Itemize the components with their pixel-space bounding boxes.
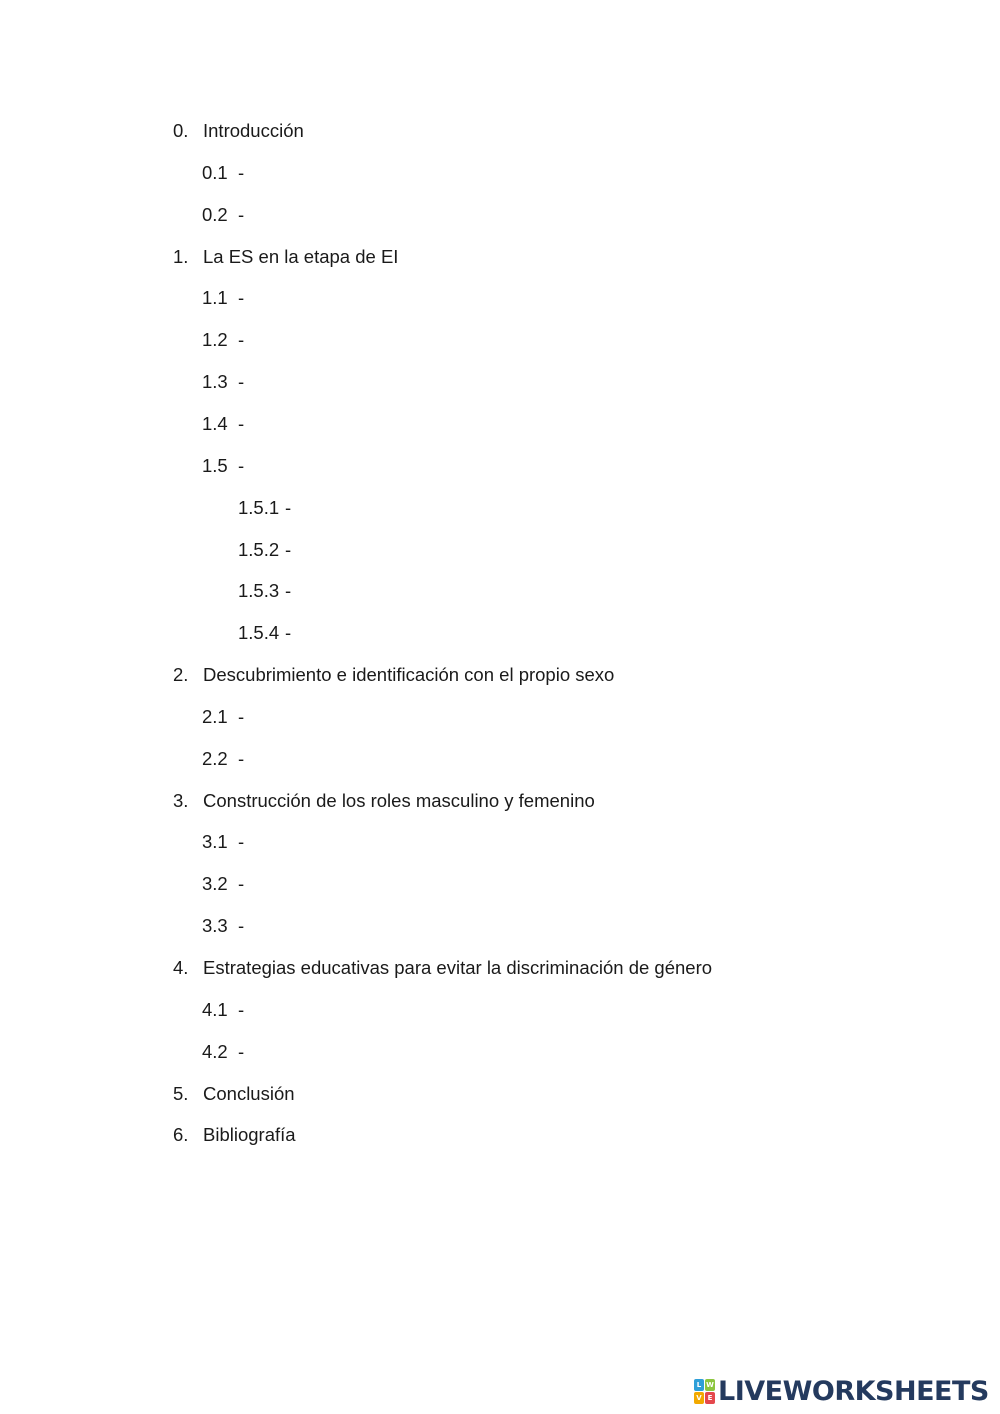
- outline-number: 1.3: [202, 371, 228, 393]
- outline-title: La ES en la etapa de EI: [203, 245, 399, 267]
- outline-number: 4.: [173, 957, 189, 978]
- outline-title: -: [285, 496, 292, 518]
- logo-mark-square: V: [694, 1392, 704, 1404]
- outline-number: 4.2: [202, 1040, 228, 1062]
- outline-number: 1.1: [202, 287, 228, 309]
- logo-mark-square: W: [706, 1381, 714, 1389]
- outline-number: 1.5.4: [238, 622, 280, 644]
- logo-mark-square: E: [705, 1392, 715, 1404]
- outline-title: -: [238, 915, 245, 937]
- outline-number: 2.: [173, 664, 189, 686]
- outline-title: Construcción de los roles masculino y femenino: [203, 789, 595, 811]
- outline-title: -: [238, 998, 245, 1020]
- outline-number: 5.: [173, 1082, 189, 1104]
- outline-title: Conclusión: [203, 1082, 295, 1104]
- outline-number: 0.2: [202, 203, 228, 225]
- outline-number: 1.5.3: [238, 580, 280, 602]
- outline-title: -: [238, 329, 245, 351]
- outline-title: -: [285, 622, 292, 644]
- outline-number: 2.2: [202, 747, 228, 769]
- outline-number: 6.: [173, 1124, 189, 1146]
- outline-number: 1.: [173, 245, 189, 267]
- outline-number: 1.5: [202, 454, 228, 476]
- outline-number: 1.2: [202, 329, 228, 351]
- outline-title: -: [238, 454, 245, 476]
- outline-title: -: [238, 371, 245, 393]
- outline-title: -: [238, 412, 245, 434]
- outline-title: Introducción: [203, 120, 304, 141]
- outline-title: -: [285, 580, 292, 602]
- outline-number: 1.5.1: [238, 496, 280, 518]
- outline-title: -: [238, 203, 245, 225]
- outline-title: Bibliografía: [203, 1124, 296, 1146]
- outline-title: -: [285, 538, 292, 560]
- outline-title: -: [238, 1040, 245, 1062]
- outline-title: -: [238, 287, 245, 309]
- outline-title: Estrategias educativas para evitar la discriminación de género: [203, 957, 713, 978]
- liveworksheets-logo-mark: [694, 1379, 714, 1403]
- outline-number: 3.3: [202, 915, 228, 937]
- outline-title: -: [238, 831, 245, 853]
- outline-title: Descubrimiento e identificación con el propio sexo: [203, 664, 615, 686]
- outline-title: -: [238, 161, 245, 183]
- outline-number: 0.: [173, 120, 189, 141]
- logo-mark-square: L: [694, 1379, 704, 1391]
- outline-number: 3.: [173, 789, 189, 811]
- outline-title: -: [238, 747, 245, 769]
- outline-number: 1.5.2: [238, 538, 280, 560]
- outline-number: 4.1: [202, 998, 228, 1020]
- outline-title: -: [238, 705, 245, 727]
- outline-number: 3.2: [202, 873, 228, 895]
- outline-number: 0.1: [202, 161, 228, 183]
- outline-number: 3.1: [202, 831, 228, 853]
- liveworksheets-logo: [694, 1375, 989, 1407]
- outline-number: 2.1: [202, 705, 228, 727]
- outline-number: 1.4: [202, 412, 228, 434]
- outline-title: -: [238, 873, 245, 895]
- liveworksheets-logo-text: LIVEWORKSHEETS: [718, 1375, 989, 1407]
